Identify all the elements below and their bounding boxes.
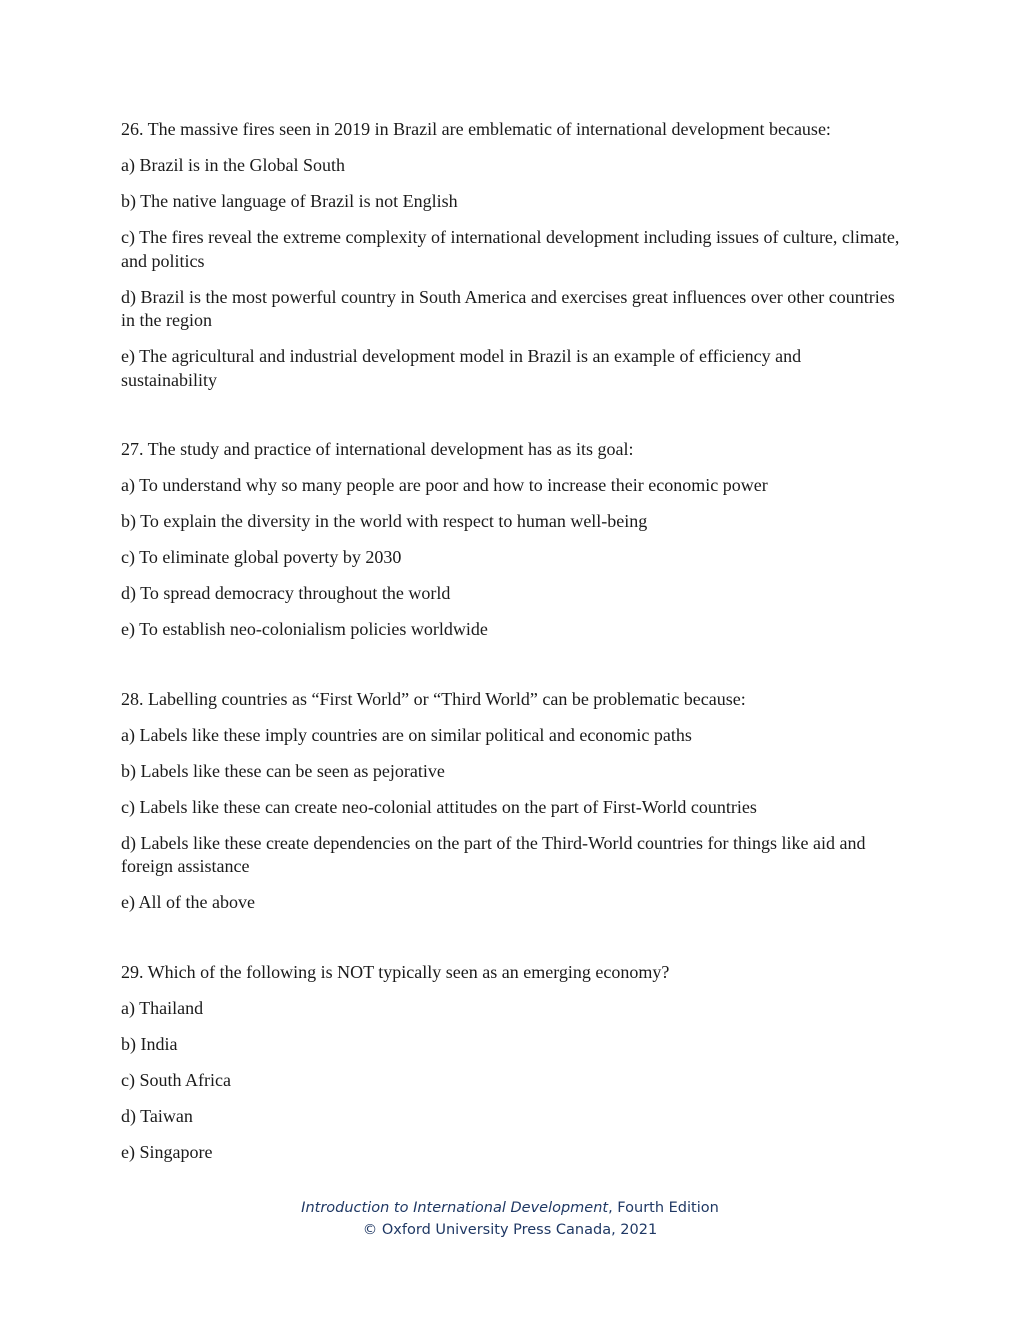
footer-edition: , Fourth Edition [608,1200,719,1216]
option-a: a) Labels like these imply countries are on similar political and economic paths [121,724,692,745]
option-b: b) India [121,1033,178,1054]
option-d: d) To spread democracy throughout the world [121,583,451,603]
option-a: a) To understand why so many people are poor and how to increase their economic power [121,475,768,495]
option-c: c) Labels like these can create neo-colonial attitudes on the part of First-World countries [121,796,757,817]
option-d: d) Brazil is the most powerful country in South America and exercises great influences over other countries in the region [121,286,895,330]
option-e: e) Singapore [121,1141,213,1162]
option-e: e) All of the above [121,892,255,912]
footer-copyright: © Oxford University Press Canada, 2021 [362,1222,658,1238]
question-stem: 29. Which of the following is NOT typically seen as an emerging economy? [121,961,670,982]
option-a: a) Thailand [121,997,204,1018]
question-26 [121,118,901,392]
option-d: d) Labels like these create dependencies on the part of the Third-World countries for things like aid and foreign assistance [121,832,866,876]
question-stem: 28. Labelling countries as “First World” or “Third World” can be problematic because: [121,688,746,709]
question-28 [121,688,901,915]
option-e: e) To establish neo-colonialism policies worldwide [121,619,488,639]
question-stem: 26. The massive fires seen in 2019 in Brazil are emblematic of international development because: [121,119,831,139]
option-e: e) The agricultural and industrial development model in Brazil is an example of efficiency and sustainability [121,346,802,390]
option-b: b) Labels like these can be seen as pejorative [121,760,445,781]
question-stem: 27. The study and practice of international development has as its goal: [121,439,634,459]
question-29 [121,961,901,1165]
option-a: a) Brazil is in the Global South [121,155,345,175]
footer-book-title: Introduction to International Development [301,1200,609,1216]
option-d: d) Taiwan [121,1105,193,1126]
option-c: c) South Africa [121,1069,231,1090]
page-footer [0,1197,1020,1241]
question-27 [121,438,901,642]
footer-book-line [0,1197,1020,1219]
document-page [121,118,901,1177]
option-b: b) To explain the diversity in the world with respect to human well-being [121,511,648,531]
option-b: b) The native language of Brazil is not English [121,191,458,211]
option-c: c) To eliminate global poverty by 2030 [121,547,402,567]
option-c: c) The fires reveal the extreme complexity of international development including issues of culture, climate, and politics [121,227,900,271]
